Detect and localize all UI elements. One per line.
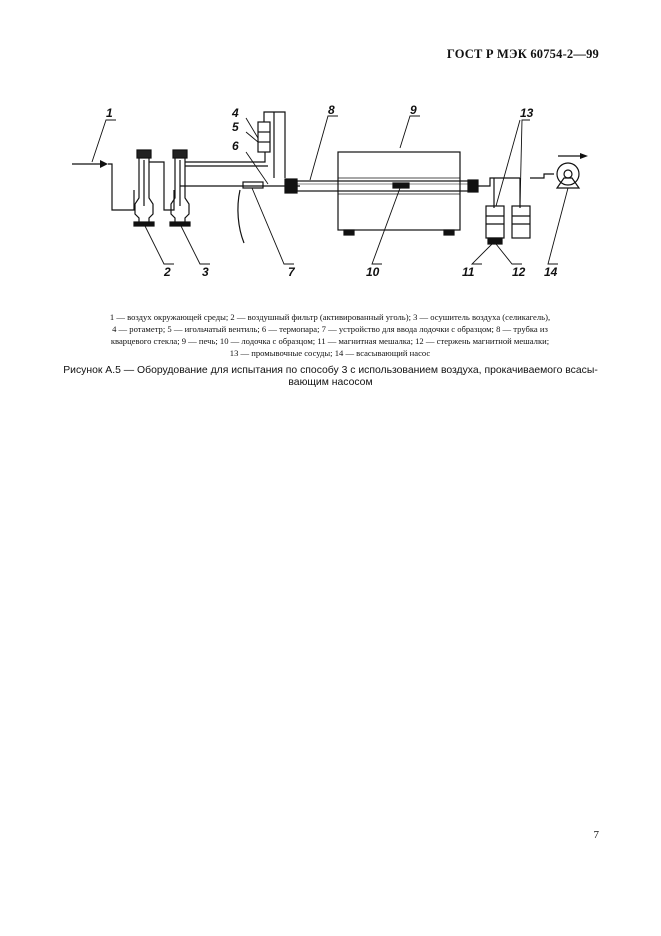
figure-legend	[60, 311, 600, 359]
wash-bottle-2	[512, 178, 530, 238]
callout-5: 5	[232, 120, 239, 134]
tube-connector	[285, 179, 297, 193]
callout-1: 1	[106, 106, 113, 120]
apparatus-figure	[60, 98, 620, 278]
bottle-to-pump-pipe	[530, 174, 554, 178]
tube-outlet-pipe	[478, 178, 520, 186]
legend-line: кварцевого стекла; 9 — печь; 10 — лодочка с образцом; 11 — магнитная мешалка; 12 — стержень магнитной мешалки;	[110, 336, 550, 346]
callout-7: 7	[288, 265, 295, 278]
quartz-tube	[297, 181, 477, 191]
callout-11: 11	[462, 265, 475, 278]
callout-13: 13	[520, 106, 534, 120]
callout-10: 10	[366, 265, 380, 278]
inlet-pipe	[108, 164, 134, 210]
figure-caption	[60, 365, 601, 389]
callout-14: 14	[544, 265, 558, 278]
rotameter	[258, 122, 270, 152]
boat-inserter	[243, 182, 263, 188]
callout-12: 12	[512, 265, 526, 278]
legend-line: 1 — воздух окружающей среды; 2 — воздушный фильтр (активированный уголь); 3 — осушитель воздуха (селикагель),	[109, 312, 551, 322]
dryer-to-rotameter-pipe	[185, 150, 265, 162]
callout-6: 6	[232, 139, 239, 153]
legend-line: 4 — ротаметр; 5 — игольчатый вентиль; 6 — термопара; 7 — устройство для ввода лодочки с образцом; 8 — трубка из	[112, 324, 548, 334]
legend-line: 13 — промывочные сосуды; 14 — всасывающий насос	[229, 348, 431, 358]
air-inlet-arrowhead	[100, 160, 108, 168]
callout-4: 4	[232, 106, 239, 120]
exhaust-arrowhead	[580, 153, 588, 159]
suction-pump	[557, 163, 579, 185]
sample-boat	[393, 183, 409, 188]
air-filter	[134, 150, 154, 226]
callout-3: 3	[202, 265, 209, 278]
thermocouple-lead	[238, 190, 244, 243]
callout-2: 2	[164, 265, 171, 278]
document-header: ГОСТ Р МЭК 60754-2—99	[446, 47, 599, 61]
apparatus-diagram	[60, 98, 620, 278]
page-number: 7	[593, 829, 599, 841]
caption-line: вающим насосом	[288, 377, 373, 388]
air-dryer	[170, 150, 190, 226]
callout-9: 9	[410, 103, 417, 117]
callout-8: 8	[328, 103, 335, 117]
caption-line: Рисунок А.5 — Оборудование для испытания по способу 3 с использованием воздуха, прокачиваемого всасы-	[63, 365, 598, 376]
